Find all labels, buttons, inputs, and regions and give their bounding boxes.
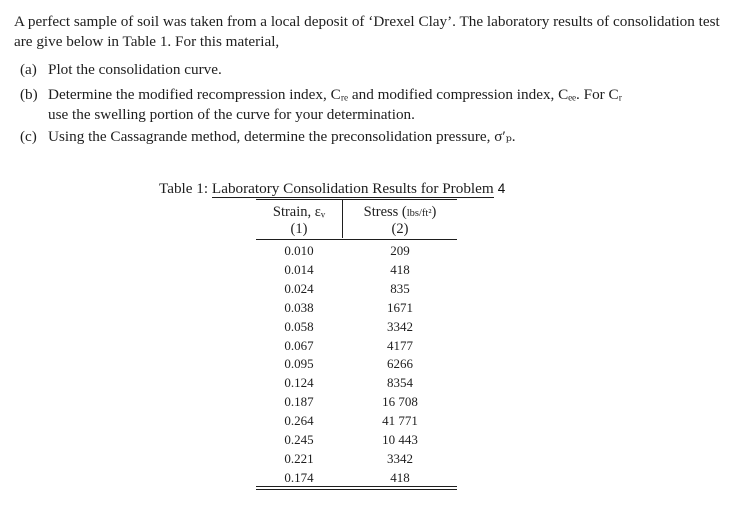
- header-rule: [256, 239, 457, 240]
- stress-cell: 418: [390, 261, 410, 277]
- stress-cell: 4177: [387, 337, 413, 353]
- stress-cell: 10 443: [382, 432, 418, 447]
- stress-cell: 418: [390, 469, 410, 485]
- table-caption: [159, 179, 505, 199]
- table-row: [256, 451, 457, 470]
- strain-cell: 0.245: [284, 432, 314, 447]
- table-row: [256, 300, 457, 319]
- table-caption-number: 4: [497, 181, 506, 196]
- strain-cell: 0.024: [284, 280, 314, 296]
- header-col2-number: (2): [391, 221, 409, 237]
- strain-cell: 0.174: [284, 469, 314, 485]
- table-row: [256, 432, 457, 451]
- strain-cell: 0.058: [284, 318, 314, 334]
- table-row: [256, 413, 457, 432]
- stress-unit: lbs/ft²: [406, 208, 432, 219]
- table-bottom-rule-1: [256, 486, 457, 487]
- stress-cell: 16 708: [382, 394, 418, 410]
- strain-cell: 0.221: [284, 450, 314, 466]
- stress-cell: 8354: [387, 375, 413, 391]
- header-strain: Strain, εᵥ: [272, 204, 326, 220]
- header-col1-number: (1): [290, 221, 308, 237]
- stress-cell: 6266: [387, 356, 413, 372]
- part-b-continuation: use the swelling portion of the curve for your determination.: [48, 106, 415, 123]
- part-b-text: Determine the modified recompression index, Cᵣₑ and modified compression index, Cₑₑ. For Cᵣ: [48, 86, 623, 103]
- table-row: [256, 281, 457, 300]
- strain-cell: 0.095: [284, 356, 314, 372]
- strain-cell: 0.187: [284, 394, 314, 410]
- table-caption-title: Laboratory Consolidation Results for Problem: [211, 180, 494, 197]
- part-a-text: Plot the consolidation curve.: [48, 61, 222, 78]
- table-row: [256, 375, 457, 394]
- strain-cell: 0.014: [284, 261, 314, 277]
- strain-cell: 0.124: [284, 375, 314, 391]
- stress-cell: 3342: [387, 318, 413, 334]
- consolidation-table: [256, 199, 457, 492]
- table-row: [256, 356, 457, 375]
- part-c-label: (c): [20, 128, 37, 145]
- strain-cell: 0.264: [284, 413, 314, 429]
- table-row: [256, 262, 457, 281]
- strain-cell: 0.010: [284, 243, 314, 258]
- part-a-label: (a): [20, 61, 37, 78]
- strain-cell: 0.067: [284, 337, 314, 353]
- strain-cell: 0.038: [284, 299, 314, 315]
- table-caption-prefix: Table 1:: [159, 180, 212, 197]
- stress-cell: 835: [390, 280, 410, 296]
- table-bottom-rule-2: [256, 489, 457, 490]
- stress-cell: 209: [390, 243, 410, 258]
- header-stress: Stress (lbs/ft²): [363, 204, 437, 220]
- part-b-label: (b): [20, 86, 38, 103]
- part-c-text: Using the Cassagrande method, determine the preconsolidation pressure, σ′ₚ.: [48, 128, 516, 145]
- table-row: [256, 319, 457, 338]
- table-row: [256, 394, 457, 413]
- stress-cell: 1671: [387, 299, 413, 315]
- table-row: [256, 338, 457, 357]
- table-top-rule: [256, 199, 457, 200]
- stress-cell: 41 771: [382, 413, 418, 429]
- table-row: [256, 243, 457, 262]
- problem-intro: A perfect sample of soil was taken from a local deposit of ‘Drexel Clay’. The laboratory results of consolidation test are give below in Table 1. For this material,: [14, 13, 720, 50]
- stress-cell: 3342: [387, 450, 413, 466]
